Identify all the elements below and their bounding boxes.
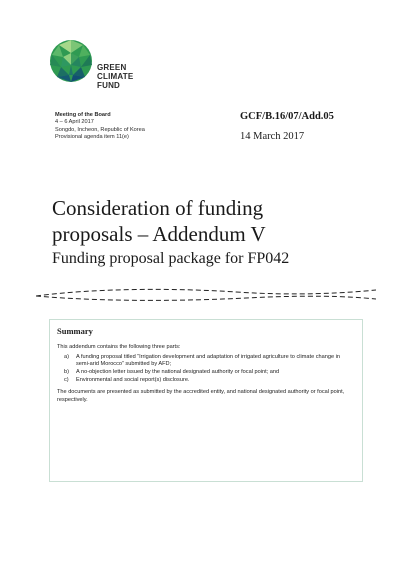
title-line: Consideration of funding (52, 196, 264, 220)
green-climate-fund-globe-icon (49, 39, 93, 83)
meeting-location: Songdo, Incheon, Republic of Korea (55, 126, 145, 133)
meeting-info (55, 112, 145, 142)
document-subtitle: Funding proposal package for FP042 (52, 250, 290, 267)
meeting-dates: 4 – 6 April 2017 (55, 119, 94, 126)
list-item (57, 354, 355, 370)
list-item (57, 369, 355, 377)
document-date: 14 March 2017 (240, 131, 305, 142)
summary-heading: Summary (57, 326, 93, 336)
document-number: GCF/B.16/07/Add.05 (240, 111, 334, 122)
logo-text-line: FUND (97, 81, 121, 90)
list-item-text: A funding proposal titled “Irrigation development and adaptation of irrigated agriculture to climate change in semi-arid Morocco” submitted by AFD; (76, 353, 341, 368)
meeting-agenda-item: Provisional agenda item 11(e) (55, 134, 129, 141)
list-marker: b) (64, 369, 69, 376)
decorative-wave-divider (36, 292, 376, 304)
organization-logo-text (97, 63, 133, 90)
list-marker: c) (64, 376, 69, 383)
summary-box (49, 319, 363, 482)
summary-closing: The documents are presented as submitted by the accredited entity, and national designated authority or focal point, respectively. (57, 388, 345, 403)
summary-intro: This addendum contains the following three parts: (57, 343, 181, 350)
list-marker: a) (64, 353, 69, 360)
title-line: proposals – Addendum V (52, 222, 266, 246)
list-item-text: Environmental and social report(s) disclosure. (76, 376, 190, 383)
document-title (52, 195, 266, 247)
list-item (57, 377, 355, 385)
meeting-heading: Meeting of the Board (55, 112, 111, 118)
list-item-text: A no-objection letter issued by the national designated authority or focal point; and (76, 369, 280, 376)
logo-text-line: CLIMATE (97, 72, 134, 81)
logo-text-line: GREEN (97, 63, 127, 72)
